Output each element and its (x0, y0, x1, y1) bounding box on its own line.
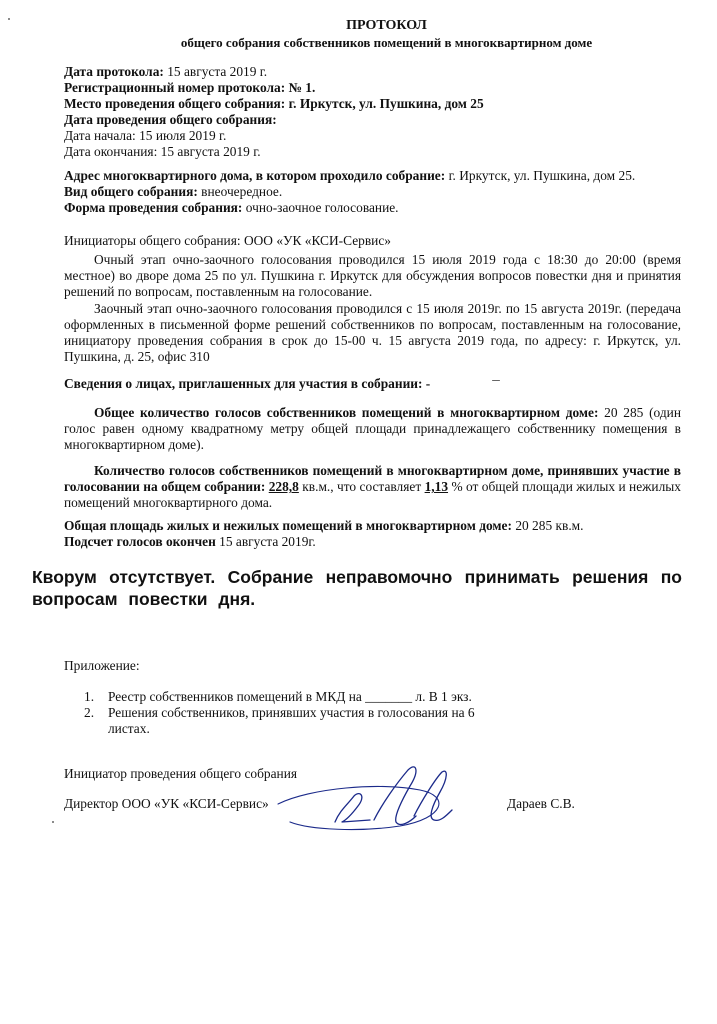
director-position: Директор ООО «УК «КСИ-Сервис» (64, 796, 269, 811)
total-area: Общая площадь жилых и нежилых помещений в многоквартирном доме: 20 285 кв.м. (64, 518, 584, 533)
initiator-line: Инициатор проведения общего собрания (64, 766, 298, 781)
meeting-form: Форма проведения собрания: очно-заочное голосование. (64, 200, 399, 215)
participated-area: 228,8 (268, 479, 299, 494)
document-title (64, 17, 709, 51)
scan-speck (492, 380, 500, 381)
count-finished: Подсчет голосов окончен 15 августа 2019г. (64, 534, 316, 549)
meeting-date-heading: Дата проведения общего собрания: (64, 112, 277, 127)
protocol-date: Дата протокола: 15 августа 2019 г. (64, 64, 268, 79)
quorum-statement: Кворум отсутствует. Собрание неправомочно принимать решения по вопросам повестки дня. (32, 567, 682, 609)
details-block (64, 168, 681, 216)
start-date: Дата начала: 15 июля 2019 г. (64, 128, 227, 143)
area-block (64, 518, 681, 550)
participated-percent: 1,13 (424, 479, 449, 494)
appendix-label: Приложение: (64, 658, 140, 673)
appendix-item: 1. Реестр собственников помещений в МКД на _______ л. В 1 экз. (84, 689, 472, 704)
participated-votes-paragraph: Количество голосов собственников помещений в многоквартирном доме, принявших участие в голосовании на общем собрании: 228,8 кв.м., что составляет 1,13 % от общей площади жилых и нежилых помещений многоквартирного дома. (64, 463, 681, 510)
scan-speck (52, 821, 54, 823)
inperson-stage-paragraph: Очный этап очно-заочного голосования проводился 15 июля 2019 года с 18:30 до 20:00 (время местное) во дворе дома 25 по ул. Пушкина г. Иркутск для обсуждения вопросов повестки дня и принятия решений по вопросам, поставленным на голосование. (64, 252, 681, 299)
total-votes-paragraph: Общее количество голосов собственников помещений в многоквартирном доме: 20 285 (один голос равен одному квадратному метру общей площади принадлежащего собственнику помещения в многоквартирном доме). (64, 405, 681, 452)
scan-speck (8, 18, 10, 20)
house-address: Адрес многоквартирного дома, в котором проходило собрание: г. Иркутск, ул. Пушкина, дом 25. (64, 168, 636, 183)
title-main: ПРОТОКОЛ (346, 18, 427, 33)
meeting-place: Место проведения общего собрания: г. Иркутск, ул. Пушкина, дом 25 (64, 96, 484, 111)
end-date: Дата окончания: 15 августа 2019 г. (64, 144, 261, 159)
title-subtitle: общего собрания собственников помещений в многоквартирном доме (180, 35, 593, 50)
initiators: Инициаторы общего собрания: ООО «УК «КСИ-Сервис» (64, 233, 391, 248)
handwritten-signature (270, 760, 470, 840)
appendix-list (64, 689, 514, 737)
appendix-item: 2. Решения собственников, принявших участия в голосования на 6 листах. (84, 705, 475, 736)
signatory-name: Дараев С.В. (507, 796, 575, 811)
meeting-type: Вид общего собрания: внеочередное. (64, 184, 283, 199)
invited-persons: Сведения о лицах, приглашенных для участия в собрании: - (64, 376, 431, 391)
header-block (64, 64, 681, 160)
absentee-stage-paragraph: Заочный этап очно-заочного голосования проводился с 15 июля 2019г. по 15 августа 2019г. (передача оформленных в письменной форме решений собственников по вопросам, поставленным на голосование, инициатору проведения собрания в срок до 15-00 ч. 15 августа 2019 года, по адресу: г. Иркутск, ул. Пушкина, д. 25, офис 310 (64, 301, 681, 364)
registration-number: Регистрационный номер протокола: № 1. (64, 80, 316, 95)
